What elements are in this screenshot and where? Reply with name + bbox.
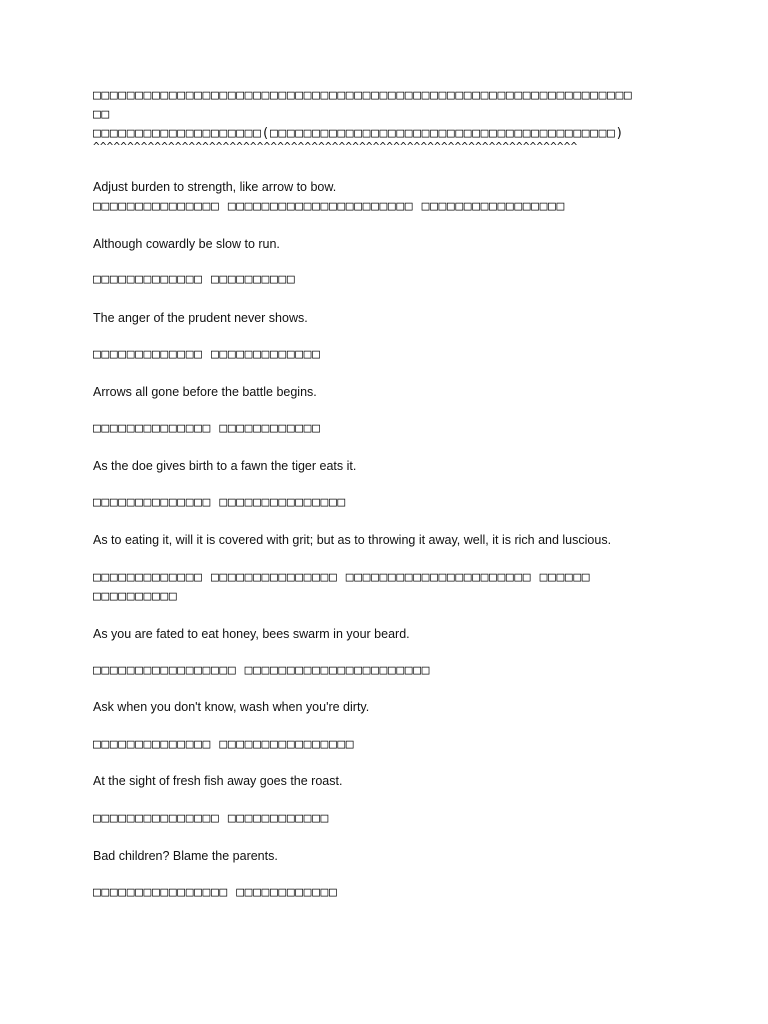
header-caret-line: ^^^^^^^^^^^^^^^^^^^^^^^^^^^^^^^^^^^^^^^^^^^^^^^^^^^^^^^^^^^^^^^^^^^^^^^ — [93, 141, 578, 153]
proverb-thai: □□□□□□□□□□□□□□ □□□□□□□□□□□□□□□□ — [93, 737, 355, 752]
proverb-english: As to eating it, will it is covered with grit; but as to throwing it away, well, it is rich and luscious. — [93, 533, 612, 547]
header-title-line-2: □□ — [93, 107, 110, 122]
proverb-english: Although cowardly be slow to run. — [93, 237, 280, 251]
proverb-english: Arrows all gone before the battle begins. — [93, 385, 317, 399]
proverb-english: Adjust burden to strength, like arrow to bow. — [93, 180, 337, 194]
proverb-thai: □□□□□□□□□□□□□ □□□□□□□□□□□□□ — [93, 347, 321, 362]
proverb-english: As you are fated to eat honey, bees swarm in your beard. — [93, 627, 410, 641]
proverb-thai: □□□□□□□□□□□□□□□□□ □□□□□□□□□□□□□□□□□□□□□□ — [93, 663, 431, 678]
document-header — [93, 86, 693, 153]
proverb-english: Bad children? Blame the parents. — [93, 849, 278, 863]
proverb-english: Ask when you don't know, wash when you're dirty. — [93, 700, 370, 714]
header-title-line-3: □□□□□□□□□□□□□□□□□□□□(□□□□□□□□□□□□□□□□□□□□□□□□□□□□□□□□□□□□□□□□□) — [93, 126, 624, 141]
proverb-thai: □□□□□□□□□□□□□□□ □□□□□□□□□□□□□□□□□□□□□□ □□□□□□□□□□□□□□□□□ — [93, 199, 565, 214]
proverb-english: The anger of the prudent never shows. — [93, 311, 308, 325]
proverb-thai: □□□□□□□□□□□□□□ □□□□□□□□□□□□□□□ — [93, 495, 346, 510]
proverb-thai: □□□□□□□□□□□□□ □□□□□□□□□□□□□□□ □□□□□□□□□□□□□□□□□□□□□□ □□□□□□ □□□□□□□□□□ — [93, 570, 591, 604]
proverb-thai: □□□□□□□□□□□□□□□ □□□□□□□□□□□□ — [93, 811, 329, 826]
proverb-english: As the doe gives birth to a fawn the tiger eats it. — [93, 459, 357, 473]
proverb-english: At the sight of fresh fish away goes the roast. — [93, 774, 343, 788]
proverb-thai: □□□□□□□□□□□□□ □□□□□□□□□□ — [93, 272, 296, 287]
proverb-thai: □□□□□□□□□□□□□□□□ □□□□□□□□□□□□ — [93, 885, 338, 900]
header-title-line-1: □□□□□□□□□□□□□□□□□□□□□□□□□□□□□□□□□□□□□□□□□□□□□□□□□□□□□□□□□□□□□□□□ — [93, 88, 633, 103]
proverb-thai: □□□□□□□□□□□□□□ □□□□□□□□□□□□ — [93, 421, 321, 436]
